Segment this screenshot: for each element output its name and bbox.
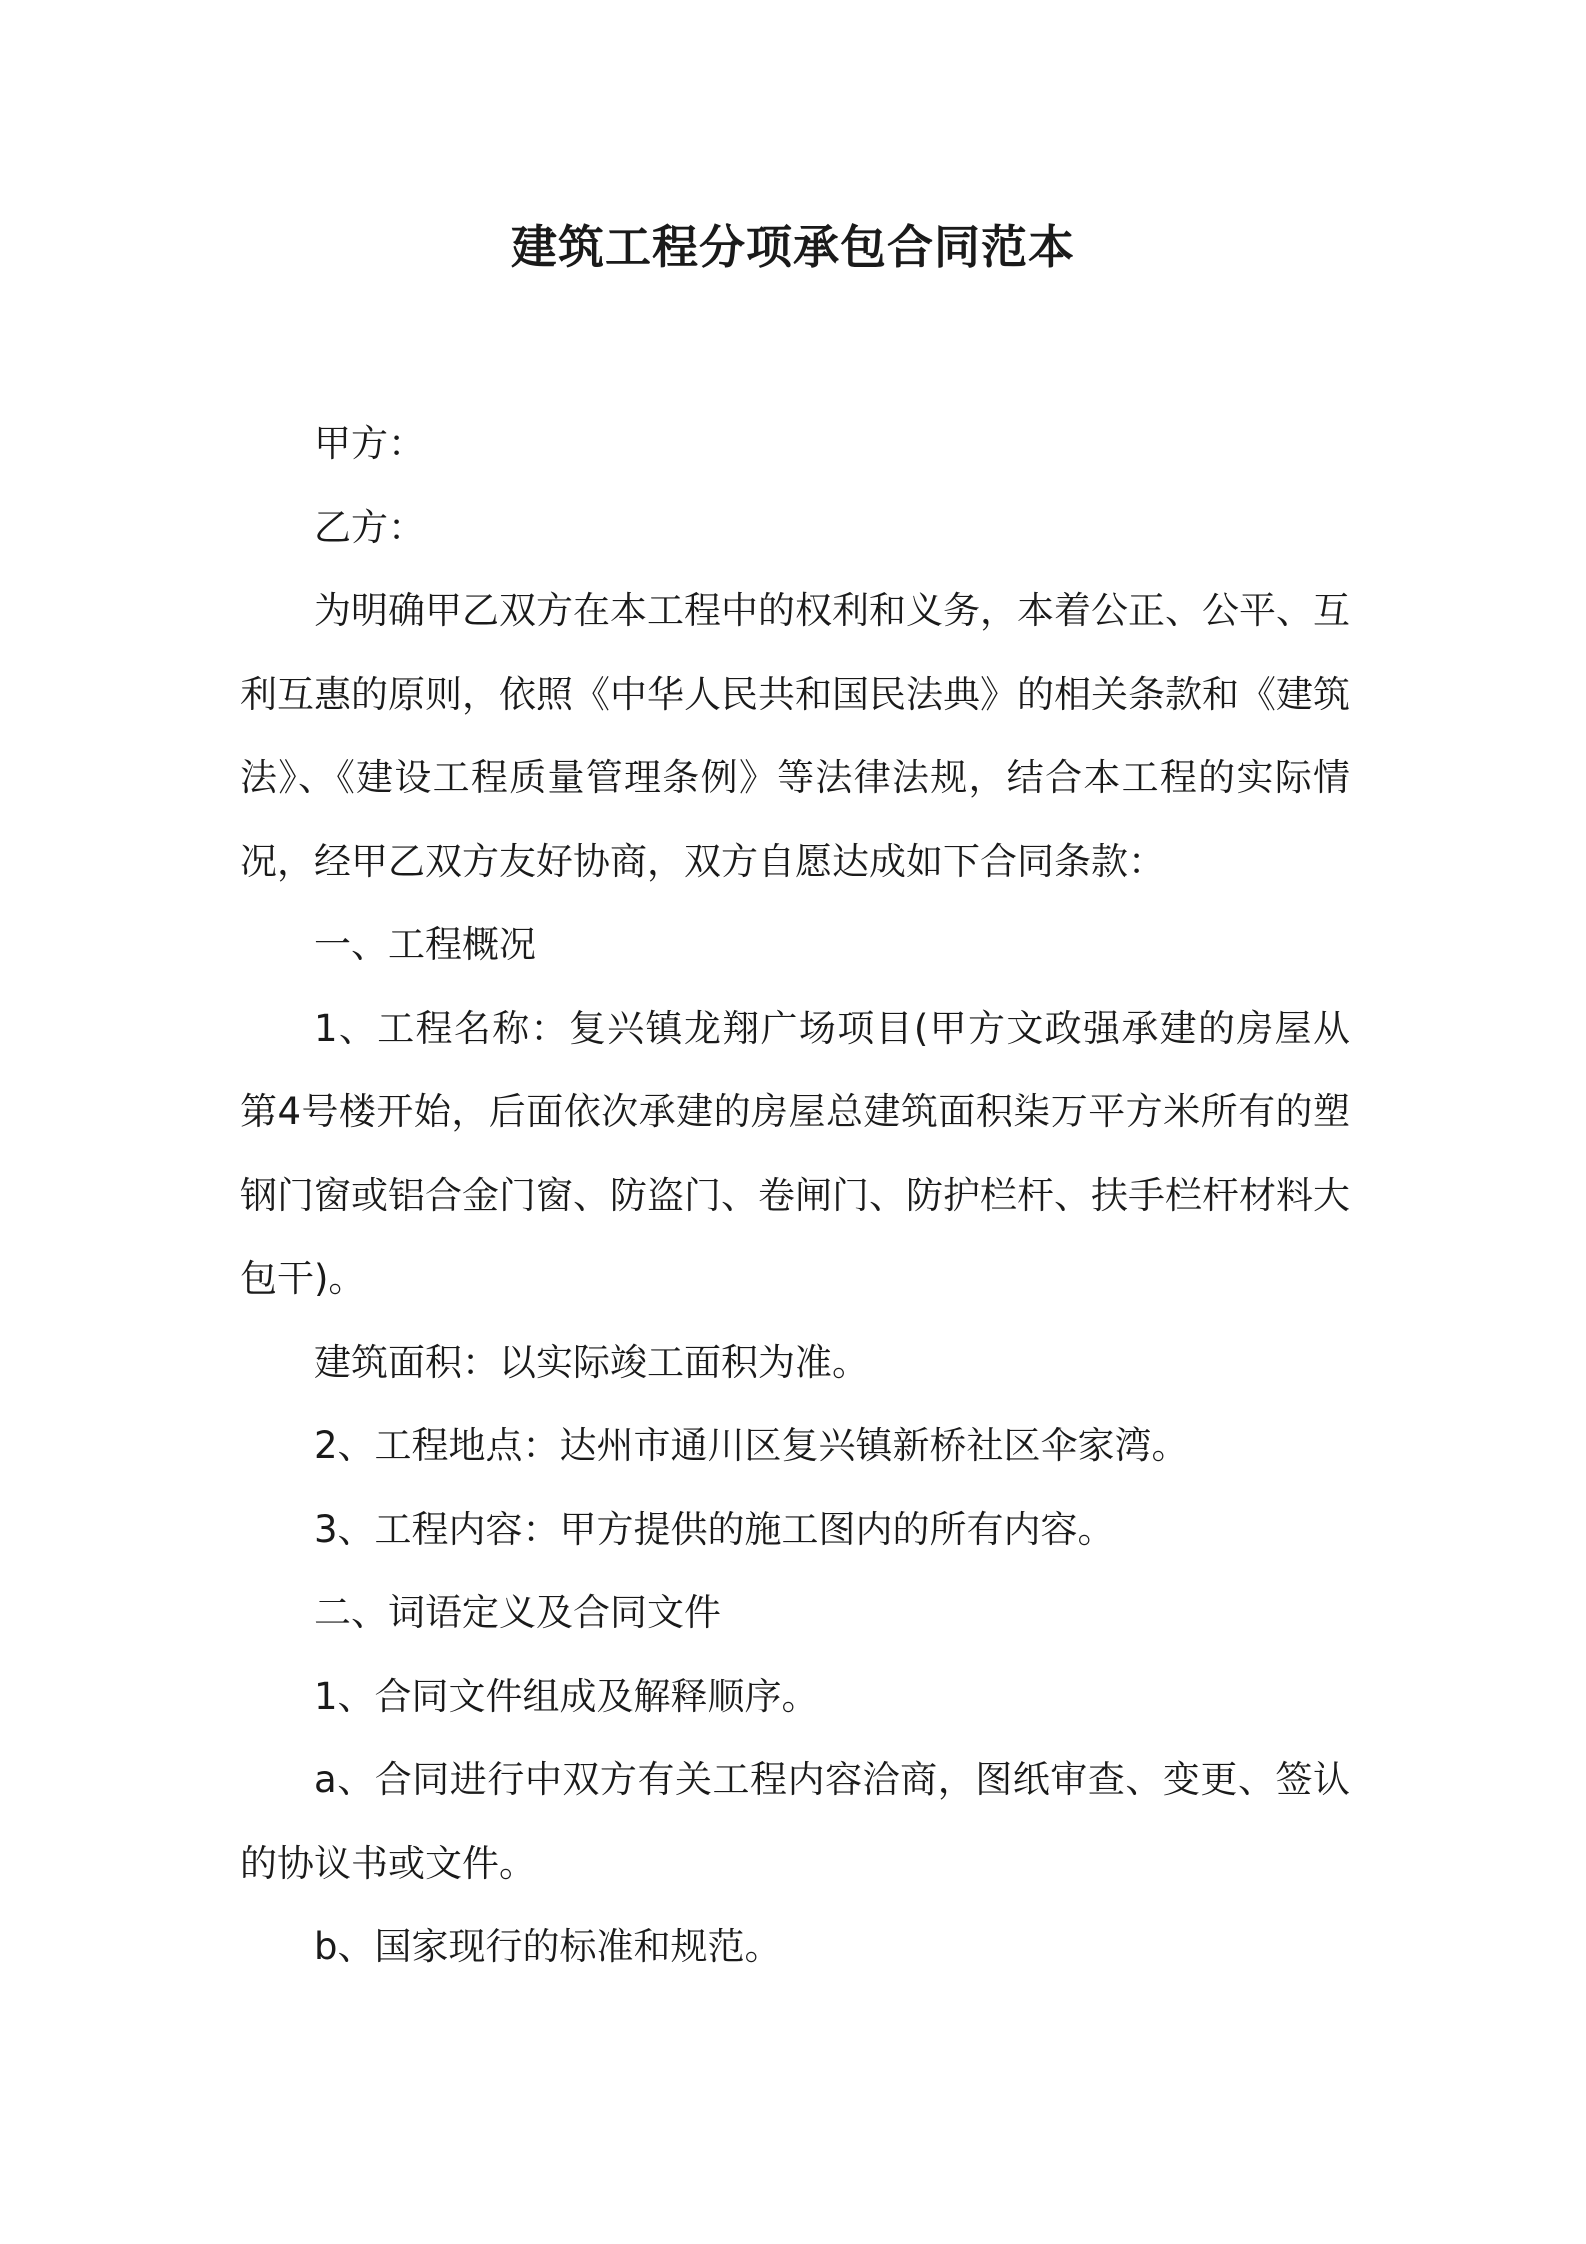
clause-building-area: 建筑面积：以实际竣工面积为准。	[314, 1340, 869, 1384]
section-heading-overview: 一、工程概况	[314, 923, 536, 966]
document-body	[240, 402, 1350, 1989]
clause-item-b: b、国家现行的标准和规范。	[314, 1925, 782, 1968]
clause-project-name: 1、工程名称：复兴镇龙翔广场项目(甲方文政强承建的房屋从第4号楼开始，后面依次承建的房屋总建筑面积柒万平方米所有的塑钢门窗或铝合金门窗、防盗门、卷闸门、防护栏杆、扶手栏杆材料大包干)。	[240, 1006, 1350, 1300]
party-a-line: 甲方：	[314, 422, 425, 465]
clause-project-location: 2、工程地点：达州市通川区复兴镇新桥社区伞家湾。	[314, 1424, 1189, 1467]
preamble-paragraph: 为明确甲乙双方在本工程中的权利和义务，本着公正、公平、互利互惠的原则，依照《中华人民共和国民法典》的相关条款和《建筑法》、《建设工程质量管理条例》等法律法规，结合本工程的实际情况，经甲乙双方友好协商，双方自愿达成如下合同条款：	[240, 589, 1350, 883]
clause-item-a: a、合同进行中双方有关工程内容洽商，图纸审查、变更、签认的协议书或文件。	[240, 1758, 1350, 1885]
clause-contract-documents: 1、合同文件组成及解释顺序。	[314, 1674, 819, 1718]
document-title: 建筑工程分项承包合同范本	[511, 220, 1075, 274]
clause-project-content: 3、工程内容：甲方提供的施工图内的所有内容。	[314, 1507, 1115, 1551]
section-heading-definitions: 二、词语定义及合同文件	[314, 1591, 721, 1634]
party-b-line: 乙方：	[314, 505, 425, 549]
